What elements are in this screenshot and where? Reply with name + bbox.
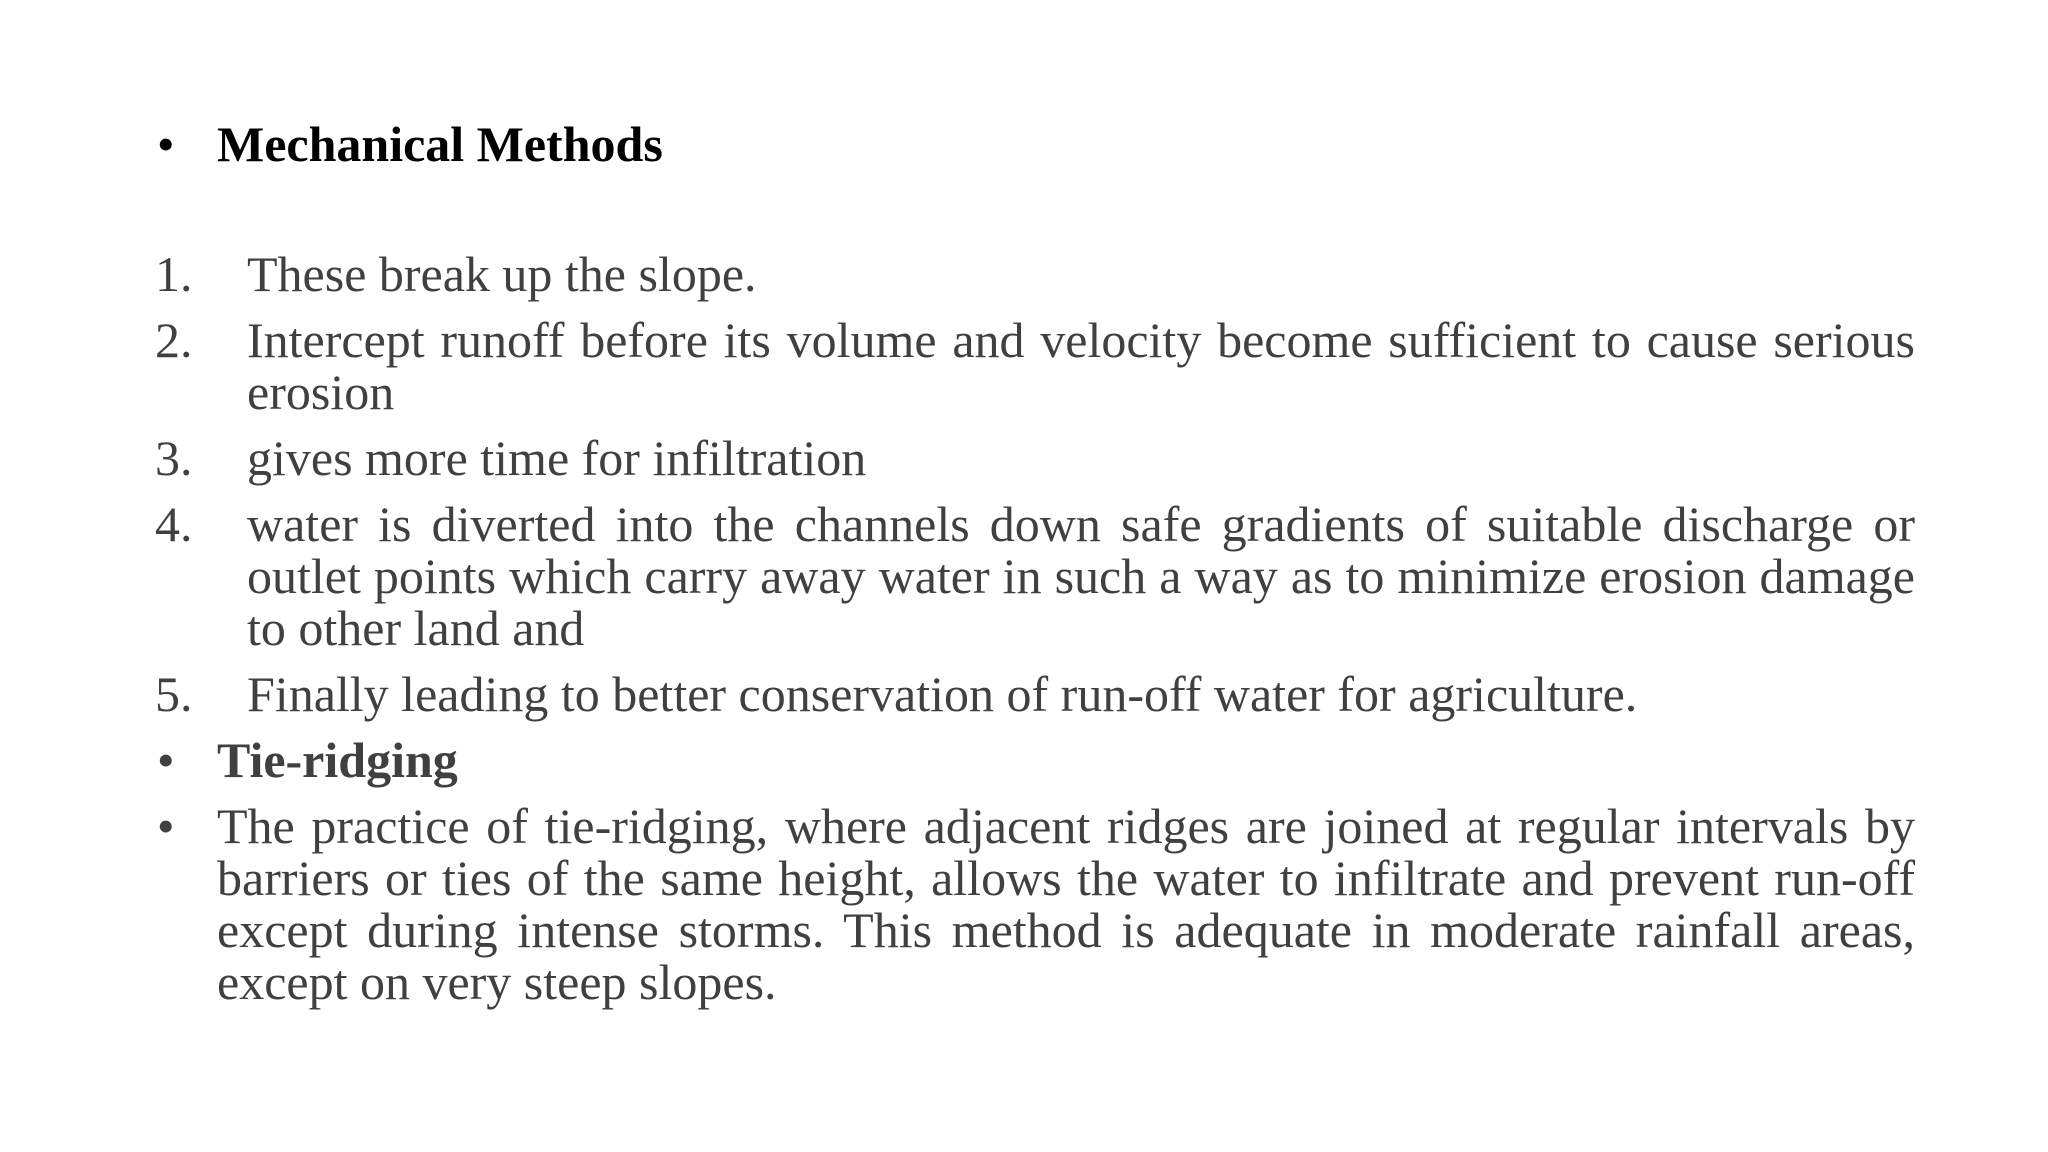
list-number: 5. bbox=[155, 666, 193, 722]
heading-tie-ridging bbox=[155, 734, 1915, 786]
list-number: 2. bbox=[155, 312, 193, 368]
list-item bbox=[155, 498, 1915, 654]
list-item bbox=[155, 248, 1915, 300]
bullet-marker: • bbox=[157, 798, 175, 854]
list-item-text: water is diverted into the channels down safe gradients of suitable discharge or outlet points which carry away water in such a way as to minimize erosion damage to other land and bbox=[247, 496, 1915, 656]
list-number: 1. bbox=[155, 246, 193, 302]
subheading-text: Tie-ridging bbox=[217, 732, 458, 788]
paragraph-text: The practice of tie-ridging, where adjacent ridges are joined at regular intervals by barriers or ties of the same height, allows the water to infiltrate and prevent run-off except during intense storms. This method is adequate in moderate rainfall areas, except on very steep slopes. bbox=[217, 798, 1915, 1010]
list-item bbox=[155, 668, 1915, 720]
list-number: 3. bbox=[155, 430, 193, 486]
list-item-text: These break up the slope. bbox=[247, 246, 757, 302]
heading-text: Mechanical Methods bbox=[217, 116, 663, 172]
tie-ridging-paragraph bbox=[155, 800, 1915, 1008]
bullet-marker: • bbox=[157, 732, 175, 788]
list-item bbox=[155, 314, 1915, 418]
list-item-text: Finally leading to better conservation of run-off water for agriculture. bbox=[247, 666, 1638, 722]
bullet-marker: • bbox=[157, 116, 175, 172]
list-item bbox=[155, 432, 1915, 484]
list-item-text: gives more time for infiltration bbox=[247, 430, 867, 486]
list-number: 4. bbox=[155, 496, 193, 552]
list-item-text: Intercept runoff before its volume and velocity become sufficient to cause serious erosion bbox=[247, 312, 1915, 420]
heading-mechanical-methods bbox=[155, 118, 1915, 170]
slide-content bbox=[155, 118, 1915, 1008]
